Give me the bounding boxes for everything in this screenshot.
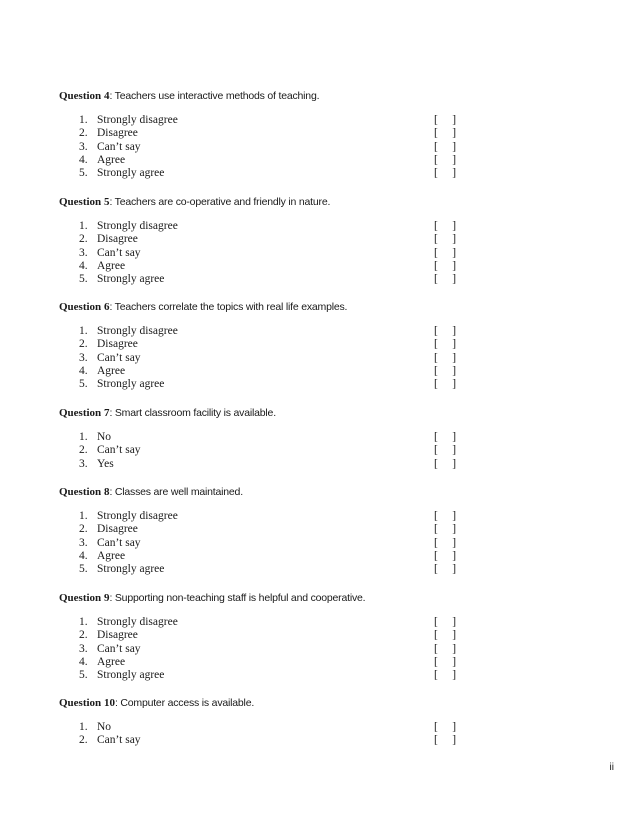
question-text: : Classes are well maintained. <box>109 486 243 498</box>
question-number: 4 <box>103 90 110 102</box>
option-checkbox[interactable]: [ ] <box>434 220 457 232</box>
option-checkbox[interactable]: [ ] <box>434 259 457 272</box>
option-label: Can’t say <box>97 140 141 153</box>
option-item <box>59 669 479 682</box>
option-number: 3. <box>79 246 88 259</box>
option-label: No <box>97 431 112 443</box>
option-item <box>59 141 479 154</box>
option-number: 3. <box>79 536 88 549</box>
option-number: 4. <box>79 364 88 377</box>
option-checkbox[interactable]: [ ] <box>434 338 457 351</box>
page-number: ii <box>609 762 614 773</box>
question-label: Question <box>59 486 102 498</box>
question-number: 10 <box>103 697 115 709</box>
option-number: 2. <box>79 127 88 140</box>
option-checkbox[interactable]: [ ] <box>434 127 457 140</box>
option-number: 2. <box>79 444 88 457</box>
option-label: Disagree <box>97 233 138 246</box>
question-number: 5 <box>103 196 110 208</box>
option-item <box>59 458 479 471</box>
question-number: 7 <box>103 407 110 419</box>
option-item <box>59 643 479 656</box>
option-checkbox[interactable]: [ ] <box>434 721 457 733</box>
question-title <box>59 484 479 500</box>
question-title <box>59 88 479 104</box>
option-item <box>59 127 479 140</box>
option-number: 2. <box>79 338 88 351</box>
option-label: Strongly agree <box>97 167 165 180</box>
option-number: 5. <box>79 669 88 682</box>
option-checkbox[interactable]: [ ] <box>434 153 457 166</box>
question-number: 8 <box>103 486 110 498</box>
option-list <box>59 114 479 180</box>
option-number: 3. <box>79 642 88 655</box>
option-label: Can’t say <box>97 642 141 655</box>
option-number: 5. <box>79 167 88 180</box>
option-label: Disagree <box>97 629 138 642</box>
option-item <box>59 154 479 167</box>
option-number: 1. <box>79 431 88 443</box>
option-label: Disagree <box>97 523 138 536</box>
question-number: 9 <box>103 592 110 604</box>
option-item <box>59 656 479 669</box>
option-item <box>59 523 479 536</box>
question-label: Question <box>59 301 102 313</box>
option-checkbox[interactable]: [ ] <box>434 549 457 562</box>
option-label: No <box>97 721 112 733</box>
option-number: 2. <box>79 734 88 747</box>
option-item <box>59 537 479 550</box>
option-checkbox[interactable]: [ ] <box>434 616 457 628</box>
option-item <box>59 338 479 351</box>
option-checkbox[interactable]: [ ] <box>434 114 457 126</box>
option-item <box>59 563 479 576</box>
option-label: Agree <box>97 259 126 272</box>
option-item <box>59 247 479 260</box>
option-number: 4. <box>79 153 88 166</box>
option-item <box>59 220 479 233</box>
option-checkbox[interactable]: [ ] <box>434 536 457 549</box>
option-label: Can’t say <box>97 351 141 364</box>
option-item <box>59 510 479 523</box>
option-item <box>59 734 479 747</box>
question-text: : Smart classroom facility is available. <box>109 407 276 419</box>
option-label: Strongly disagree <box>97 325 178 337</box>
option-number: 5. <box>79 378 88 391</box>
question-4 <box>59 88 479 180</box>
question-10 <box>59 695 479 748</box>
option-item <box>59 167 479 180</box>
question-label: Question <box>59 697 102 709</box>
option-label: Strongly disagree <box>97 114 178 126</box>
option-checkbox[interactable]: [ ] <box>434 669 457 682</box>
option-label: Agree <box>97 549 126 562</box>
option-checkbox[interactable]: [ ] <box>434 167 457 180</box>
question-text: : Supporting non-teaching staff is helpful and cooperative. <box>109 592 366 604</box>
option-checkbox[interactable]: [ ] <box>434 351 457 364</box>
option-item <box>59 431 479 444</box>
option-checkbox[interactable]: [ ] <box>434 444 457 457</box>
question-label: Question <box>59 90 102 102</box>
question-title <box>59 590 479 606</box>
option-number: 1. <box>79 220 88 232</box>
option-number: 2. <box>79 233 88 246</box>
option-number: 5. <box>79 563 88 576</box>
option-checkbox[interactable]: [ ] <box>434 364 457 377</box>
option-label: Can’t say <box>97 536 141 549</box>
option-label: Can’t say <box>97 444 141 457</box>
option-label: Agree <box>97 153 126 166</box>
option-checkbox[interactable]: [ ] <box>434 734 457 747</box>
question-7 <box>59 405 479 471</box>
option-label: Strongly agree <box>97 563 165 576</box>
question-9 <box>59 590 479 682</box>
option-item <box>59 260 479 273</box>
option-checkbox[interactable]: [ ] <box>434 378 457 391</box>
option-list <box>59 220 479 286</box>
option-number: 1. <box>79 325 88 337</box>
question-number: 6 <box>103 301 110 313</box>
option-label: Strongly agree <box>97 669 165 682</box>
question-5 <box>59 194 479 286</box>
question-title <box>59 299 479 315</box>
option-label: Agree <box>97 364 126 377</box>
option-number: 5. <box>79 273 88 286</box>
option-item <box>59 378 479 391</box>
option-label: Strongly agree <box>97 273 165 286</box>
option-item <box>59 352 479 365</box>
option-number: 2. <box>79 629 88 642</box>
option-label: Can’t say <box>97 734 141 747</box>
option-item <box>59 444 479 457</box>
option-list <box>59 431 479 471</box>
option-checkbox[interactable]: [ ] <box>434 629 457 642</box>
option-number: 1. <box>79 510 88 522</box>
option-label: Strongly disagree <box>97 220 178 232</box>
option-checkbox[interactable]: [ ] <box>434 457 457 470</box>
option-label: Disagree <box>97 127 138 140</box>
option-checkbox[interactable]: [ ] <box>434 273 457 286</box>
question-6 <box>59 299 479 391</box>
option-number: 2. <box>79 523 88 536</box>
question-text: : Teachers correlate the topics with real life examples. <box>109 301 348 313</box>
option-number: 3. <box>79 457 88 470</box>
option-checkbox[interactable]: [ ] <box>434 431 457 443</box>
option-number: 3. <box>79 351 88 364</box>
option-item <box>59 325 479 338</box>
option-list <box>59 510 479 576</box>
option-item <box>59 721 479 734</box>
option-checkbox[interactable]: [ ] <box>434 510 457 522</box>
option-checkbox[interactable]: [ ] <box>434 655 457 668</box>
question-label: Question <box>59 592 102 604</box>
question-title <box>59 194 479 210</box>
option-number: 1. <box>79 114 88 126</box>
question-text: : Computer access is available. <box>114 697 255 709</box>
option-number: 3. <box>79 140 88 153</box>
option-item <box>59 629 479 642</box>
option-label: Agree <box>97 655 126 668</box>
option-item <box>59 616 479 629</box>
option-number: 4. <box>79 655 88 668</box>
option-item <box>59 114 479 127</box>
option-list <box>59 721 479 748</box>
option-item <box>59 273 479 286</box>
question-label: Question <box>59 196 102 208</box>
option-list <box>59 616 479 682</box>
option-checkbox[interactable]: [ ] <box>434 642 457 655</box>
question-text: : Teachers use interactive methods of teaching. <box>109 90 320 102</box>
option-checkbox[interactable]: [ ] <box>434 325 457 337</box>
option-label: Disagree <box>97 338 138 351</box>
option-label: Strongly disagree <box>97 616 178 628</box>
option-number: 4. <box>79 549 88 562</box>
option-checkbox[interactable]: [ ] <box>434 563 457 576</box>
option-number: 4. <box>79 259 88 272</box>
option-list <box>59 325 479 391</box>
option-label: Strongly disagree <box>97 510 178 522</box>
option-checkbox[interactable]: [ ] <box>434 523 457 536</box>
option-item <box>59 365 479 378</box>
option-item <box>59 550 479 563</box>
option-item <box>59 233 479 246</box>
question-title <box>59 695 479 711</box>
question-text: : Teachers are co-operative and friendly in nature. <box>109 196 331 208</box>
option-checkbox[interactable]: [ ] <box>434 233 457 246</box>
question-title <box>59 405 479 421</box>
option-number: 1. <box>79 616 88 628</box>
question-label: Question <box>59 407 102 419</box>
option-label: Can’t say <box>97 246 141 259</box>
option-number: 1. <box>79 721 88 733</box>
option-checkbox[interactable]: [ ] <box>434 140 457 153</box>
option-checkbox[interactable]: [ ] <box>434 246 457 259</box>
option-label: Yes <box>97 457 114 470</box>
question-8 <box>59 484 479 576</box>
option-label: Strongly agree <box>97 378 165 391</box>
